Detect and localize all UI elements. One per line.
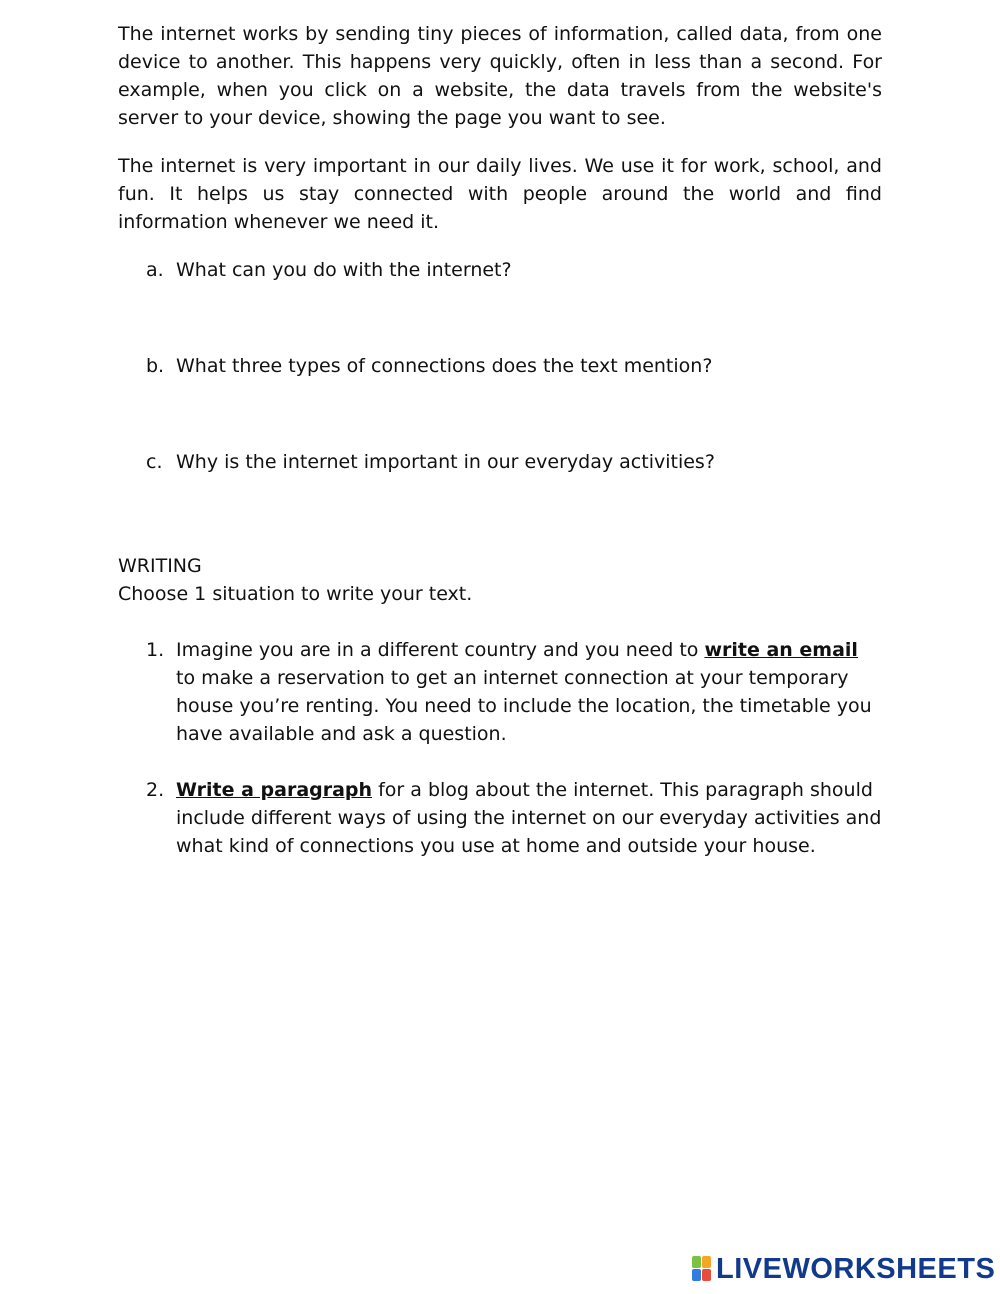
task-text (176, 779, 881, 857)
brand-name: LIVEWORKSHEETS (716, 1252, 996, 1285)
question-marker: a. (146, 259, 164, 281)
task-marker: 2. (146, 779, 165, 801)
question-b (118, 352, 882, 448)
writing-task-1 (118, 636, 882, 748)
liveworksheets-logo (692, 1254, 995, 1284)
reading-paragraph-2: The internet is very important in our daily lives. We use it for work, school, and fun. It helps us stay connected with people around the world and find information whenever we need it. (118, 155, 882, 233)
question-marker: c. (146, 451, 163, 473)
writing-title: WRITING (118, 555, 202, 577)
task-emphasis: write an email (704, 639, 858, 661)
question-text: Why is the internet important in our everyday activities? (176, 451, 715, 473)
question-c (118, 448, 882, 552)
reading-paragraph-1: The internet works by sending tiny pieces of information, called data, from one device to another. This happens very quickly, often in less than a second. For example, when you click on a website, the data travels from the website's server to your device, showing the page you want to see. (118, 23, 882, 129)
question-marker: b. (146, 355, 165, 377)
task-text-after: for a blog about the internet. This paragraph should include different ways of using the internet on our everyday activities and what kind of connections you use at home and outside your house. (176, 779, 882, 857)
task-marker: 1. (146, 639, 165, 661)
logo-tiles-icon (692, 1256, 712, 1282)
task-text-before: Imagine you are in a different country and you need to (176, 639, 705, 661)
writing-task-2 (118, 776, 882, 860)
question-text: What can you do with the internet? (176, 259, 512, 281)
task-text (176, 639, 872, 745)
worksheet-page (118, 20, 882, 888)
writing-instruction: Choose 1 situation to write your text. (118, 583, 473, 605)
question-text: What three types of connections does the text mention? (176, 355, 713, 377)
comprehension-questions (118, 256, 882, 552)
task-text-after: to make a reservation to get an internet connection at your temporary house you’re renting. You need to include the location, the timetable you have available and ask a question. (176, 667, 872, 745)
question-a (118, 256, 882, 352)
task-emphasis: Write a paragraph (176, 779, 373, 801)
